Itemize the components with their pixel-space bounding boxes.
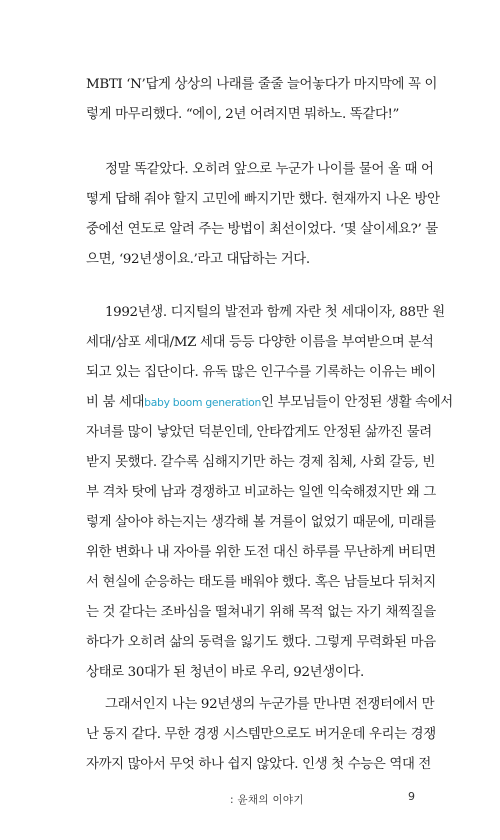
body-line-indented: 정말 똑같았다. 오히려 앞으로 누군가 나이를 물어 올 때 어 <box>105 162 434 177</box>
body-line: 하다가 오히려 삶의 동력을 잃기도 했다. 그렇게 무력화된 마음 <box>86 635 436 650</box>
body-line: 렇게 마무리했다. “에이, 2년 어려지면 뭐하노. 똑같다!” <box>86 107 400 122</box>
body-line-indented: 1992년생. 디지털의 발전과 함께 자란 첫 세대이자, 88만 원 <box>105 305 445 320</box>
body-line: 는 것 같다는 조바심을 떨쳐내기 위해 목적 없는 자기 채찍질을 <box>86 605 436 620</box>
body-line: 자까지 많아서 무엇 하나 쉽지 않았다. 인생 첫 수능은 역대 전 <box>86 757 432 772</box>
body-line: 난 동지 같다. 무한 경쟁 시스템만으로도 버거운데 우리는 경쟁 <box>86 727 436 742</box>
page-number: 9 <box>408 790 415 803</box>
body-line: 중에선 연도로 알려 주는 방법이 최선이었다. ‘몇 살이세요?’ 물 <box>86 222 438 237</box>
body-line: 자녀를 많이 낳았던 덕분인데, 안타깝게도 안정된 삶까진 물려 <box>86 425 432 440</box>
body-line: 서 현실에 순응하는 태도를 배워야 했다. 혹은 남들보다 뒤처지 <box>86 575 436 590</box>
body-line-with-gloss <box>86 388 453 418</box>
body-line: 위한 변화나 내 자아를 위한 도전 대신 하루를 무난하게 버티면 <box>86 545 436 560</box>
chapter-title: : 윤채의 이야기 <box>230 794 304 806</box>
body-line: 으면, ‘92년생이요.’라고 대답하는 거다. <box>86 252 310 267</box>
body-text-segment: 비 붐 세대 <box>86 395 145 410</box>
body-line: 상태로 30대가 된 청년이 바로 우리, 92년생이다. <box>86 665 364 680</box>
body-line: 떻게 답해 줘야 할지 고민에 빠지기만 했다. 현재까지 나온 방안 <box>86 192 440 207</box>
body-line: 받지 못했다. 갈수록 심해지기만 하는 경제 침체, 사회 갈등, 빈 <box>86 455 435 470</box>
body-text-segment: 인 부모님들이 안정된 생활 속에서 <box>261 395 453 410</box>
body-line: 되고 있는 집단이다. 유독 많은 인구수를 기록하는 이유는 베이 <box>86 365 436 380</box>
english-gloss: baby boom generation <box>144 396 262 409</box>
body-line-indented: 그래서인지 나는 92년생의 누군가를 만나면 전쟁터에서 만 <box>105 697 435 712</box>
body-line: 부 격차 탓에 남과 경쟁하고 비교하는 일엔 익숙해졌지만 왜 그 <box>86 485 436 500</box>
body-line: MBTI ‘N’답게 상상의 나래를 줄줄 늘어놓다가 마지막에 꼭 이 <box>86 77 438 92</box>
body-line: 세대/삼포 세대/MZ 세대 등등 다양한 이름을 부여받으며 분석 <box>86 335 434 350</box>
body-line: 렇게 살아야 하는지는 생각해 볼 겨를이 없었기 때문에, 미래를 <box>86 515 436 530</box>
